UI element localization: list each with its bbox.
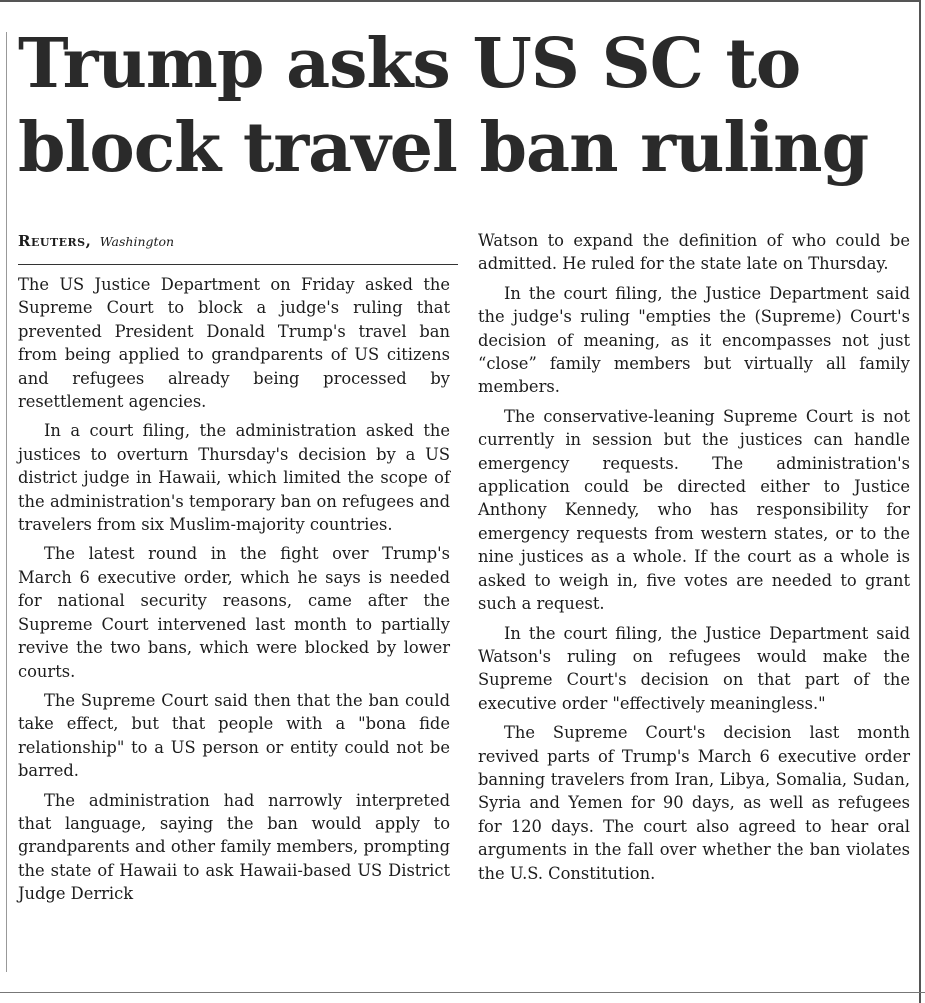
right-border [919,0,921,1003]
paragraph: The conservative-leaning Supreme Court is not currently in session but the justices can handle emergency requests. The administration's application could be directed either to Justice Anthony Kennedy, who has responsibility for emergency requests from western states, or to the nine justices as a whole. If the court as a whole is asked to weigh in, five votes are needed to grant such a request. [478,406,910,614]
paragraph: In a court filing, the administration asked the justices to overturn Thursday's decision by a US district judge in Hawaii, which limited the scope of the administration's temporary ban on refugees and travelers from six Muslim-majority countries. [18,421,450,535]
paragraph: The US Justice Department on Friday asked the Supreme Court to block a judge's ruling that prevented President Donald Trump's travel ban from being applied to grandparents of US citizens and refugees already being processed by resettlement agencies. [18,275,450,412]
bottom-border [0,992,925,993]
paragraph: The Supreme Court's decision last month revived parts of Trump's March 6 executive order banning travelers from Iran, Libya, Somalia, Sudan, Syria and Yemen for 90 days, as well as refugees for 120 days. The court also agreed to hear oral arguments in the fall over whether the ban violates the U.S. Constitution. [478,723,910,883]
article-column-1 [18,273,450,912]
byline-location: Washington [99,234,175,249]
paragraph: The latest round in the fight over Trump's March 6 executive order, which he says is needed for national security reasons, came after the Supreme Court intervened last month to partially revive the two bans, which were blocked by lower courts. [18,544,450,681]
paragraph: In the court filing, the Justice Department said Watson's ruling on refugees would make the Supreme Court's decision on that part of the executive order "effectively meaningless." [478,623,910,713]
top-border [0,0,919,2]
byline [18,232,458,251]
paragraph: The Supreme Court said then that the ban could take effect, but that people with a "bona fide relationship" to a US person or entity could not be barred. [18,690,450,781]
paragraph: In the court filing, the Justice Department said the judge's ruling "empties the (Supreme) Court's decision of meaning, as it encompasses not just “close” family members but virtually all family members. [478,283,910,397]
paragraph: The administration had narrowly interpreted that language, saying the ban would apply to grandparents and other family members, prompting the state of Hawaii to ask Hawaii-based US District Judge Derrick [18,790,450,904]
headline [18,22,913,190]
headline-line-1: Trump asks US SC to [18,24,801,104]
byline-source: Reuters, [18,232,92,250]
left-border [6,32,7,972]
article-column-2 [478,229,910,891]
byline-divider [18,264,458,265]
headline-line-2: block travel ban ruling [18,108,869,188]
paragraph: Watson to expand the definition of who could be admitted. He ruled for the state late on Thursday. [478,231,910,274]
